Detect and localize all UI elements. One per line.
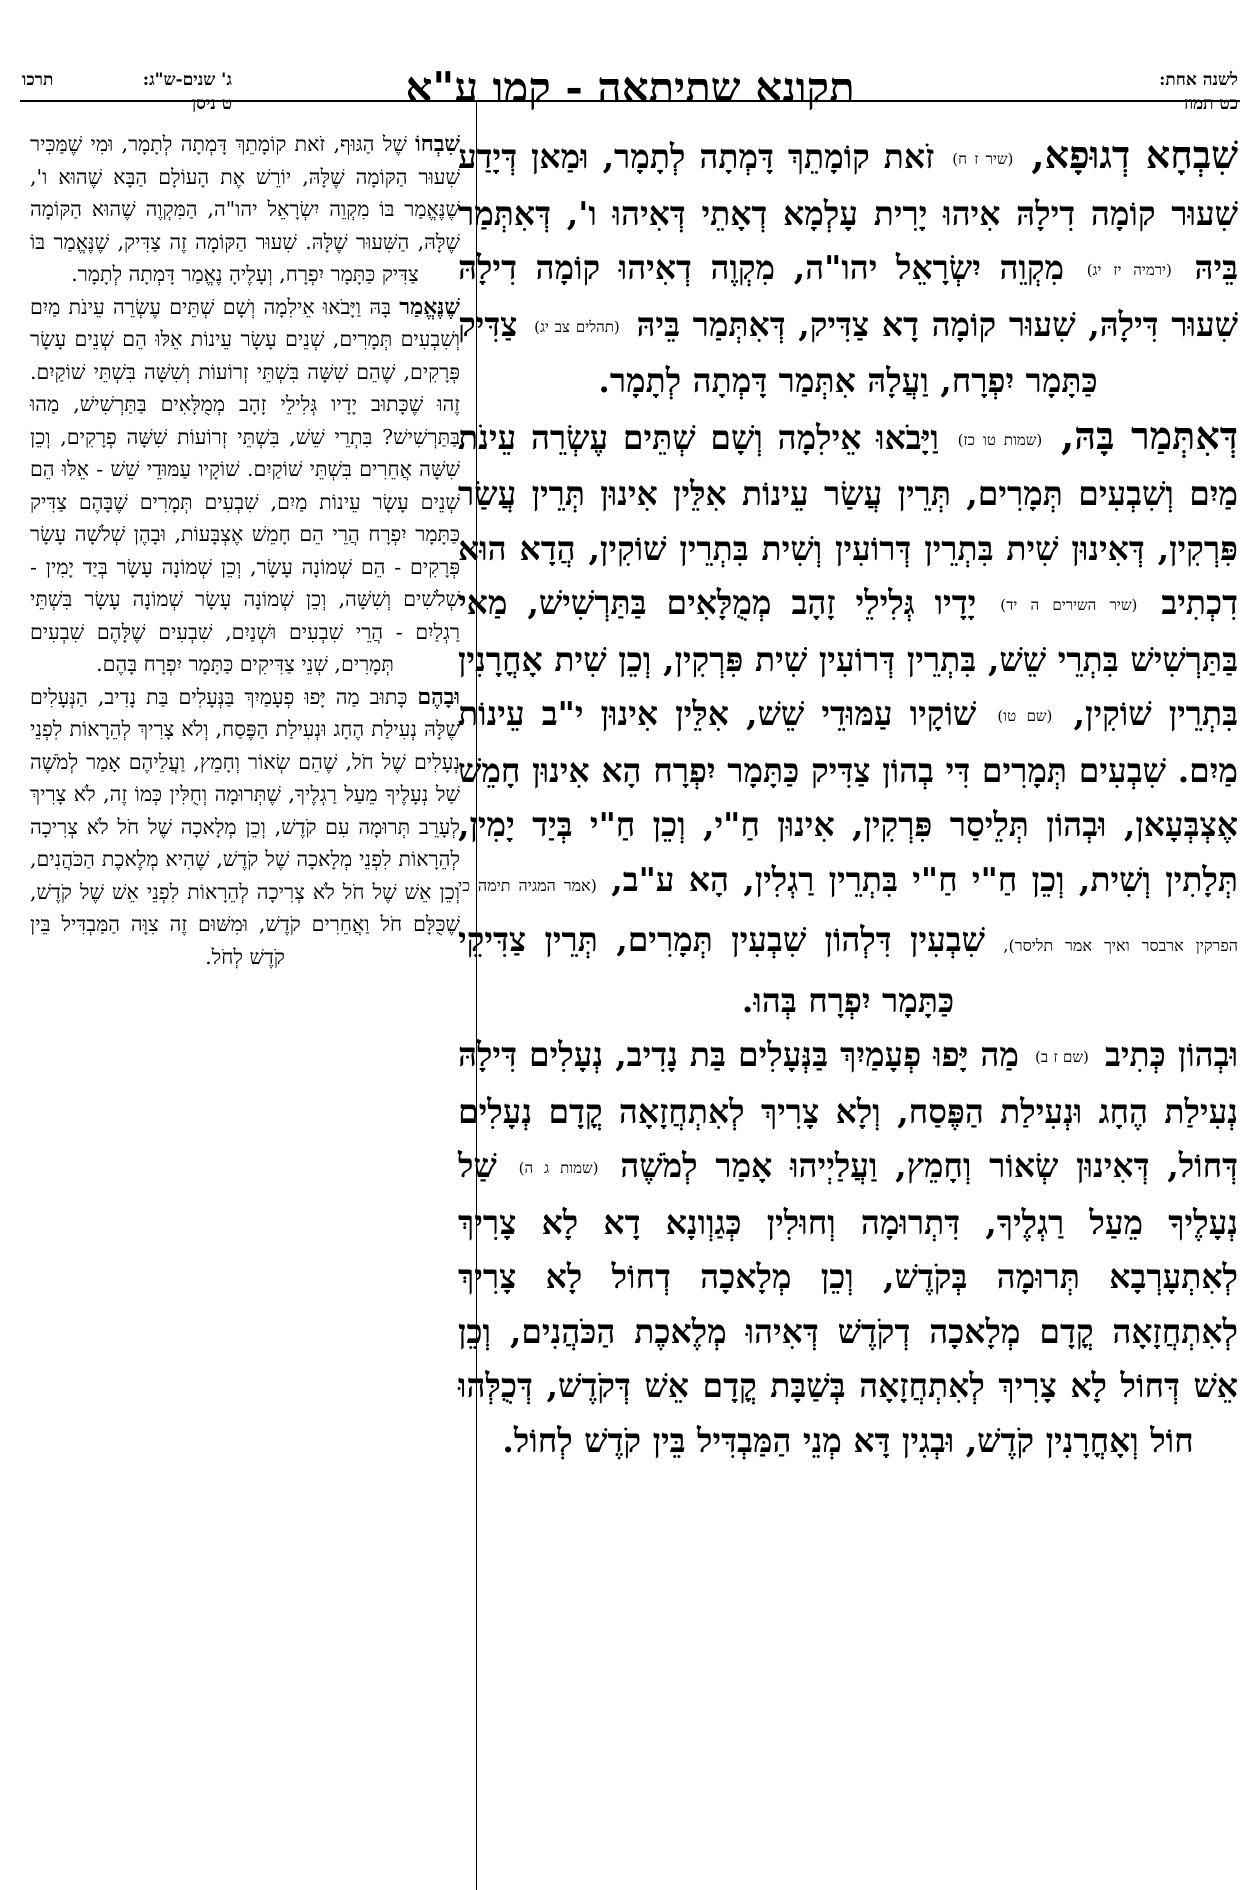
header-right-label-1: לשנה אחת: <box>1159 70 1238 90</box>
main-p2-cite-1: (שמות טו כז) <box>957 430 1043 449</box>
main-p3-lead: וּבְהוֹן כְּתִיב <box>1104 1035 1239 1074</box>
side-p1-text: שֶׁל הַגּוּף, זֹאת קוֹמָתֵךְ דָּמְתָה לְתָמָר, וּמִי שֶׁמַּכִּיר שִׁעוּר הַקּוֹמָה שֶׁלָּהּ, יוֹרֵשׁ אֶת הָעוֹלָם הַבָּא שֶׁהוּא ו', שֶׁנֶּאֱמַר בּוֹ מִקְוֵה יִשְׂרָאֵל יהו"ה, הַמִּקְוֶה שֶׁהוּא הַקּוֹמָה שֶׁלָּהּ, הַשִּׁעוּר שֶׁלָּהּ. שִׁעוּר הַקּוֹמָה זֶה צַדִּיק, שֶׁנֶּאֱמַר בּוֹ צַדִּיק כַּתָּמָר יִפְרָח, וְעָלֶיהָ נֶאֱמַר דָּמְתָה לְתָמָר. <box>30 132 460 286</box>
main-text-column <box>458 128 1238 1868</box>
main-p2-cite-3: (שם טו) <box>997 707 1053 725</box>
main-p2-text-4: שִׁבְעִין דִּלְהוֹן שִׁבְעִין תְּמָרִים, תְּרֵין צַדִּיקֵי כַּתָּמָר יִפְרָח בְּהוּ. <box>458 920 986 1020</box>
header-left-label-1: ג' שנים-ש"ג: <box>142 70 232 90</box>
main-paragraph-2 <box>458 409 1238 1029</box>
main-p1-cite-1: (שיר ז ח) <box>952 150 1014 168</box>
header-left-block <box>22 68 232 116</box>
side-paragraph-3 <box>30 681 460 974</box>
main-p2-lead: דְּאִתְּמַר בָּהּ, <box>1061 412 1238 458</box>
side-p2-lead: שֶׁנֶּאֱמַר <box>399 293 460 320</box>
main-p1-cite-3: (תהלים צב יג) <box>534 317 620 336</box>
main-p2-text-2: יָדָיו גְּלִילֵי זָהָב מְמֻלָּאִים בַּתַּרְשִׁישׁ, מַאי בַּתַּרְשִׁישׁ בִּתְרֵי שֵׁשׁ, בִּתְרֵין דְּרוֹעִין שִׁית פִּרְקִין, וְכֵן שִׁית אָחֳרָנִין בִּתְרֵין שׁוֹקִין, <box>458 583 1238 733</box>
main-p1-text-3: צַדִּיק כַּתָּמָר יִפְרָח, וַעֲלָהּ אִתְּמַר דָּמְתָה לְתָמָר. <box>458 304 1098 400</box>
header-right-block <box>1108 68 1238 116</box>
main-p3-cite-1: (שם ז ב) <box>1035 1048 1089 1066</box>
main-paragraph-3 <box>458 1028 1238 1468</box>
main-p2-text-3: שׁוֹקָיו עַמּוּדֵי שֵׁשׁ, אִלֵּין אִינוּן י"ב עֵינוֹת מַיִם. שִׁבְעִים תְּמָרִים דִּי בְהוֹן צַדִּיק כַּתָּמָר יִפְרָח הָא אִינוּן חָמֵשׁ אֶצְבְּעָאן, וּבְהוֹן תְּלֵיסַר פִּרְקִין, אִינוּן חַ"י, וְכֵן חַ"י בְּיַד יָמִין, תְּלָתִין וְשִׁית, וְכֵן חַ"י חַ"י בִּתְרֵין רַגְלִין, הָא ע"ב, <box>458 694 1239 899</box>
header-divider <box>20 100 1240 102</box>
main-p3-text-2: שַׁל נְעָלֶיךָ מֵעַל רַגְלֶיךָ, דִּתְרוּמָה וְחוּלִין כְּגַוְונָא דָא לָא צָרִיךְ לְאִתְעָרְבָא תְּרוּמָה בְּקֹדֶשׁ, וְכֵן מְלָאכָה דְחוֹל לָא צָרִיךְ לְאִתְחֲזָאָה קֳדָם מְלָאכָה דְקֹדֶשׁ דְּאִיהוּ מְלֶאכֶת הַכֹּהֲנִים, וְכֵן אֵשׁ דְּחוֹל לָא צָרִיךְ לְאִתְחֲזָאָה בְּשַׁבָּת קֳדָם אֵשׁ דְּקֹדֶשׁ, דְּכֻלְּהוּ חוֹל וְאָחֳרָנִין קֹדֶשׁ, וּבְגִין דָּא מְנֵי הַמַּבְדִּיל בֵּין קֹדֶשׁ לְחוֹל. <box>458 1146 1238 1460</box>
header-left-label-2: ט ניסן <box>191 94 232 114</box>
side-p2-text: בָּהּ וַיָּבֹאוּ אֵילִמָה וְשָׁם שְׁתֵּים עֶשְׂרֵה עֵינֹת מַיִם וְשִׁבְעִים תְּמָרִים, שְׁנֵים עָשָׂר עֵינוֹת אֵלּוּ הֵם שְׁנֵים עָשָׂר פְּרָקִים, שֶׁהֵם שִׁשָּׁה בִּשְׁתֵּי זְרוֹעוֹת וְשִׁשָּׁה בִּשְׁתֵּי שׁוֹקַיִם. זֶהוּ שֶׁכָּתוּב יָדָיו גְּלִילֵי זָהָב מְמֻלָּאִים בַּתַּרְשִׁישׁ, מַהוּ בַּתַּרְשִׁישׁ? בִּתְרֵי שֵׁשׁ, בִּשְׁתֵּי זְרוֹעוֹת שִׁשָּׁה פְרָקִים, וְכֵן שִׁשָּׁה אֲחֵרִים בִּשְׁתֵּי שׁוֹקַיִם. שׁוֹקָיו עַמּוּדֵי שֵׁשׁ - אֵלּוּ הֵם שְׁנֵים עָשָׂר עֵינוֹת מַיִם, שִׁבְעִים תְּמָרִים שֶׁבָּהֶם צַדִּיק כַּתָּמָר יִפְרָח הֲרֵי הֵם חָמֵשׁ אֶצְבָּעוֹת, וּבָהֶן שְׁלֹשָׁה עָשָׂר פְּרָקִים - הֵם שְׁמוֹנָה עָשָׂר, וְכֵן שְׁמוֹנָה עָשָׂר בְּיַד יָמִין - שְׁלֹשִׁים וְשִׁשָּׁה, וְכֵן שְׁמוֹנָה עָשָׂר שְׁמוֹנָה עָשָׂר בִּשְׁתֵּי רַגְלַיִם - הֲרֵי שִׁבְעִים וּשְׁנַיִם, שִׁבְעִים שֶׁלָּהֶם שִׁבְעִים תְּמָרִים, שְׁנֵי צַדִּיקִים כַּתָּמָר יִפְרָח בָּהֶם. <box>30 294 460 676</box>
main-p1-text-2: מִקְוֵה יִשְׂרָאֵל יהו"ה, מִקְוֶה דְאִיהוּ קוֹמָה דִילָהּ שִׁעוּר דִּילָהּ, שִׁעוּר קוֹמָה דָא צַדִּיק, דְּאִתְּמַר בֵּיהּ <box>458 248 1238 344</box>
main-p2-editor-note: (אמר המגיה תימה כי הפרקין ארבסר ואיך אמר תליסר), <box>458 875 1238 955</box>
page-title: תקונא שתיתאה - קמו ע"א <box>405 63 855 112</box>
header-right-label-2: כט תמוז <box>1183 94 1238 114</box>
side-p3-text: כָּתוּב מַה יָּפוּ פְעָמַיִךְ בַּנְּעָלִים בַּת נָדִיב, הַנְּעָלִים שֶׁלָּהּ נְעִילַת הֶחָג וּנְעִילַת הַפֶּסַח, וְלֹא צָרִיךְ לְהֵרָאוֹת לִפְנֵי נְעָלִים שֶׁל חֹל, שֶׁהֵם שְׂאוֹר וְחָמֵץ, וַעֲלֵיהֶם אָמַר לְמֹשֶׁה שַׁל נְעָלֶיךָ מֵעַל רַגְלֶיךָ, שֶׁתְּרוּמָה וְחֻלִּין כְּמוֹ זֶה, לֹא צָרִיךְ לְעָרֵב תְּרוּמָה עִם קֹדֶשׁ, וְכֵן מְלָאכָה שֶׁל חֹל לֹא צְרִיכָה לְהֵרָאוֹת לִפְנֵי מְלָאכָה שֶׁל קֹדֶשׁ, שֶׁהִיא מְלֶאכֶת הַכֹּהֲנִים, וְכֵן אֵשׁ שֶׁל חֹל לֹא צְרִיכָה לְהֵרָאוֹת לִפְנֵי אֵשׁ שֶׁל קֹדֶשׁ, שֶׁכֻּלָּם חֹל וַאֲחֵרִים קֹדֶשׁ, וּמִשּׁוּם זֶה צִוָּה הַמַּבְדִּיל בֵּין קֹדֶשׁ לְחֹל. <box>30 684 460 969</box>
side-p3-lead: וּבָהֶם <box>417 683 460 710</box>
main-p3-text-1: מַה יָּפוּ פְעָמַיִךְ בַּנְּעָלִים בַּת נָדִיב, נְעָלִים דִּילָהּ נְעִילַת הֶחָג וּנְעִילַת הַפֶּסַח, וְלָא צָרִיךְ לְאִתְחֲזָאָה קֳדָם נְעָלִים דְּחוֹל, דְּאִינוּן שְׂאוֹר וְחָמֵץ, וַעֲלַיְיהוּ אָמַר לְמֹשֶׁה <box>458 1035 1238 1185</box>
main-p1-lead: שִׁבְחָא דְגוּפָא, <box>1031 132 1238 177</box>
translation-column <box>30 128 460 1868</box>
main-p3-cite-2: (שמות ג ה) <box>518 1159 599 1177</box>
main-p1-text-1: זֹאת קוֹמָתֵךְ דָּמְתָה לְתָמָר, וּמַאן דְּיָדַע שִׁעוּר קוֹמָה דִילָהּ אִיהוּ יָרִית עָלְמָא דְאָתֵי דְּאִיהוּ ו', דְּאִתְּמַר בֵּיהּ <box>458 137 1239 287</box>
main-paragraph-1 <box>458 128 1238 409</box>
page-number: תרכו <box>22 70 54 90</box>
side-paragraph-2 <box>30 291 460 681</box>
main-p1-cite-2: (ירמיה יז יג) <box>1086 261 1172 279</box>
side-paragraph-1 <box>30 128 460 291</box>
page-header <box>0 30 1260 140</box>
side-p1-lead: שִׁבְחוֹ <box>415 131 460 157</box>
main-p2-text-1: וַיָּבֹאוּ אֵילִמָה וְשָׁם שְׁתֵּים עֶשְׂרֵה עֵינֹת מַיִם וְשִׁבְעִים תְּמָרִים, תְּרֵין עֲשַׂר עֵינוֹת אִלֵּין אִינוּן תְּרֵין עֲשַׂר פִּרְקִין, דְּאִינוּן שִׁית בִּתְרֵין דְּרוֹעִין וְשִׁית בִּתְרֵין שׁוֹקִין, הֲדָא הוּא דִכְתִיב <box>458 417 1238 622</box>
main-p2-cite-2: (שיר השירים ה יד) <box>1000 596 1138 614</box>
